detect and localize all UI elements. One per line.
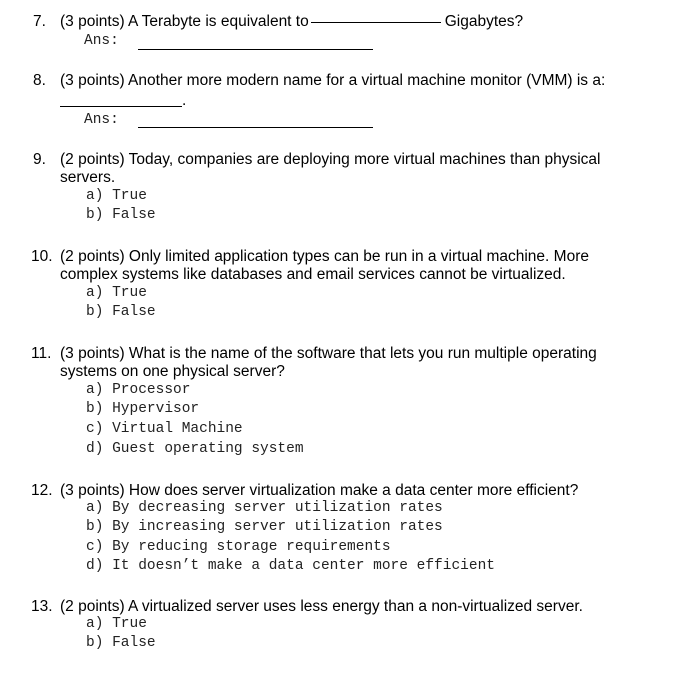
answer-blank[interactable] (138, 127, 373, 128)
fill-in-blank[interactable] (311, 21, 441, 23)
option-c[interactable]: c) By reducing storage requirements (86, 539, 391, 555)
question-number: 10. (31, 248, 53, 265)
question-text: (3 points) Another more modern name for a virtual machine monitor (VMM) is a: (60, 72, 606, 89)
option-b[interactable]: b) Hypervisor (86, 401, 200, 417)
question-text-line-2: systems on one physical server? (60, 363, 285, 380)
option-a[interactable]: a) By decreasing server utilization rates (86, 500, 443, 516)
option-a[interactable]: a) True (86, 285, 147, 301)
fill-in-blank[interactable] (60, 106, 182, 107)
option-b[interactable]: b) False (86, 635, 156, 651)
question-number: 13. (31, 598, 53, 615)
option-d[interactable]: d) It doesn’t make a data center more efficient (86, 558, 495, 574)
answer-label: Ans: (84, 33, 119, 49)
question-number: 8. (33, 72, 46, 89)
question-text-line-1: (3 points) How does server virtualization make a data center more efficient? (60, 482, 579, 499)
option-a[interactable]: a) True (86, 616, 147, 632)
option-b[interactable]: b) False (86, 304, 156, 320)
option-a[interactable]: a) Processor (86, 382, 191, 398)
question-text-line-1: (2 points) Today, companies are deploying more virtual machines than physical (60, 151, 601, 168)
question-number: 11. (31, 345, 52, 362)
question-text-line-2: complex systems like databases and email services cannot be virtualized. (60, 266, 566, 283)
question-number: 12. (31, 482, 53, 499)
question-text-line-2: servers. (60, 169, 116, 186)
question-text-line-1: (3 points) What is the name of the software that lets you run multiple operating (60, 345, 597, 362)
question-text-line-1: (2 points) Only limited application types can be run in a virtual machine. More (60, 248, 589, 265)
question-number: 9. (33, 151, 46, 168)
option-a[interactable]: a) True (86, 188, 147, 204)
period: . (182, 92, 187, 109)
question-text-line-1: (2 points) A virtualized server uses less energy than a non-virtualized server. (60, 598, 583, 615)
option-c[interactable]: c) Virtual Machine (86, 421, 243, 437)
answer-label: Ans: (84, 112, 119, 128)
question-text-before: (3 points) A Terabyte is equivalent to (60, 13, 309, 30)
question-number: 7. (33, 13, 46, 30)
option-b[interactable]: b) False (86, 207, 156, 223)
question-text (60, 12, 523, 31)
question-text-after: Gigabytes? (444, 13, 524, 30)
option-b[interactable]: b) By increasing server utilization rates (86, 519, 443, 535)
option-d[interactable]: d) Guest operating system (86, 441, 304, 457)
answer-blank[interactable] (138, 49, 373, 50)
